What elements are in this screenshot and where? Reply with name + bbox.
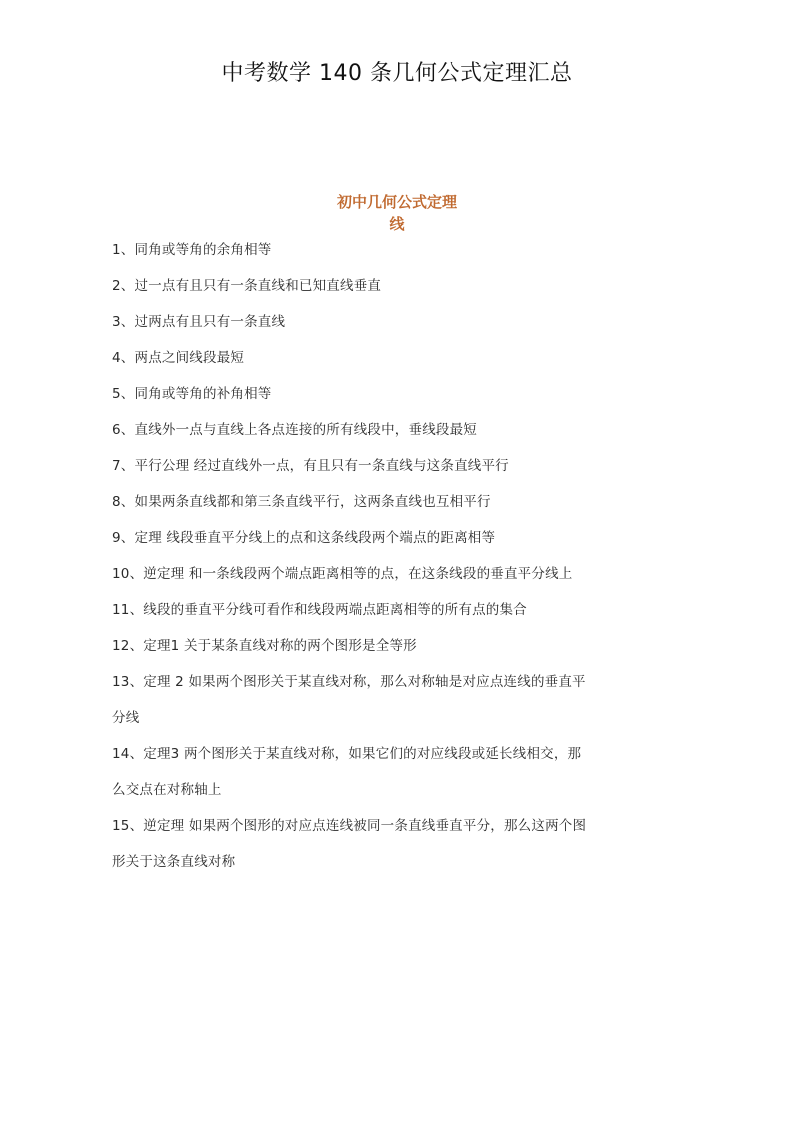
list-item: 2、过一点有且只有一条直线和已知直线垂直 bbox=[112, 278, 382, 294]
list-item: 11、线段的垂直平分线可看作和线段两端点距离相等的所有点的集合 bbox=[112, 602, 527, 618]
section-heading bbox=[0, 191, 794, 235]
list-item: 8、如果两条直线都和第三条直线平行，这两条直线也互相平行 bbox=[112, 494, 491, 510]
list-item: 5、同角或等角的补角相等 bbox=[112, 386, 272, 402]
list-item-continuation: 形关于这条直线对称 bbox=[112, 854, 236, 870]
section-heading-line-2: 线 bbox=[389, 215, 405, 233]
list-item: 9、定理 线段垂直平分线上的点和这条线段两个端点的距离相等 bbox=[112, 530, 496, 546]
list-item-continuation: 么交点在对称轴上 bbox=[112, 782, 222, 798]
list-item: 6、直线外一点与直线上各点连接的所有线段中，垂线段最短 bbox=[112, 422, 477, 438]
list-item: 15、逆定理 如果两个图形的对应点连线被同一条直线垂直平分，那么这两个图 bbox=[112, 818, 587, 834]
list-item: 10、逆定理 和一条线段两个端点距离相等的点，在这条线段的垂直平分线上 bbox=[112, 566, 573, 582]
list-item: 1、同角或等角的余角相等 bbox=[112, 242, 272, 258]
theorem-list bbox=[112, 232, 688, 880]
list-item: 3、过两点有且只有一条直线 bbox=[112, 314, 286, 330]
list-item: 4、两点之间线段最短 bbox=[112, 350, 245, 366]
section-heading-line-1: 初中几何公式定理 bbox=[336, 193, 457, 211]
list-item: 12、定理1 关于某条直线对称的两个图形是全等形 bbox=[112, 638, 417, 654]
list-item: 13、定理 2 如果两个图形关于某直线对称，那么对称轴是对应点连线的垂直平 bbox=[112, 674, 586, 690]
page-title: 中考数学 140 条几何公式定理汇总 bbox=[221, 61, 573, 86]
list-item: 7、平行公理 经过直线外一点，有且只有一条直线与这条直线平行 bbox=[112, 458, 509, 474]
list-item-continuation: 分线 bbox=[112, 710, 140, 726]
list-item: 14、定理3 两个图形关于某直线对称，如果它们的对应线段或延长线相交，那 bbox=[112, 746, 582, 762]
